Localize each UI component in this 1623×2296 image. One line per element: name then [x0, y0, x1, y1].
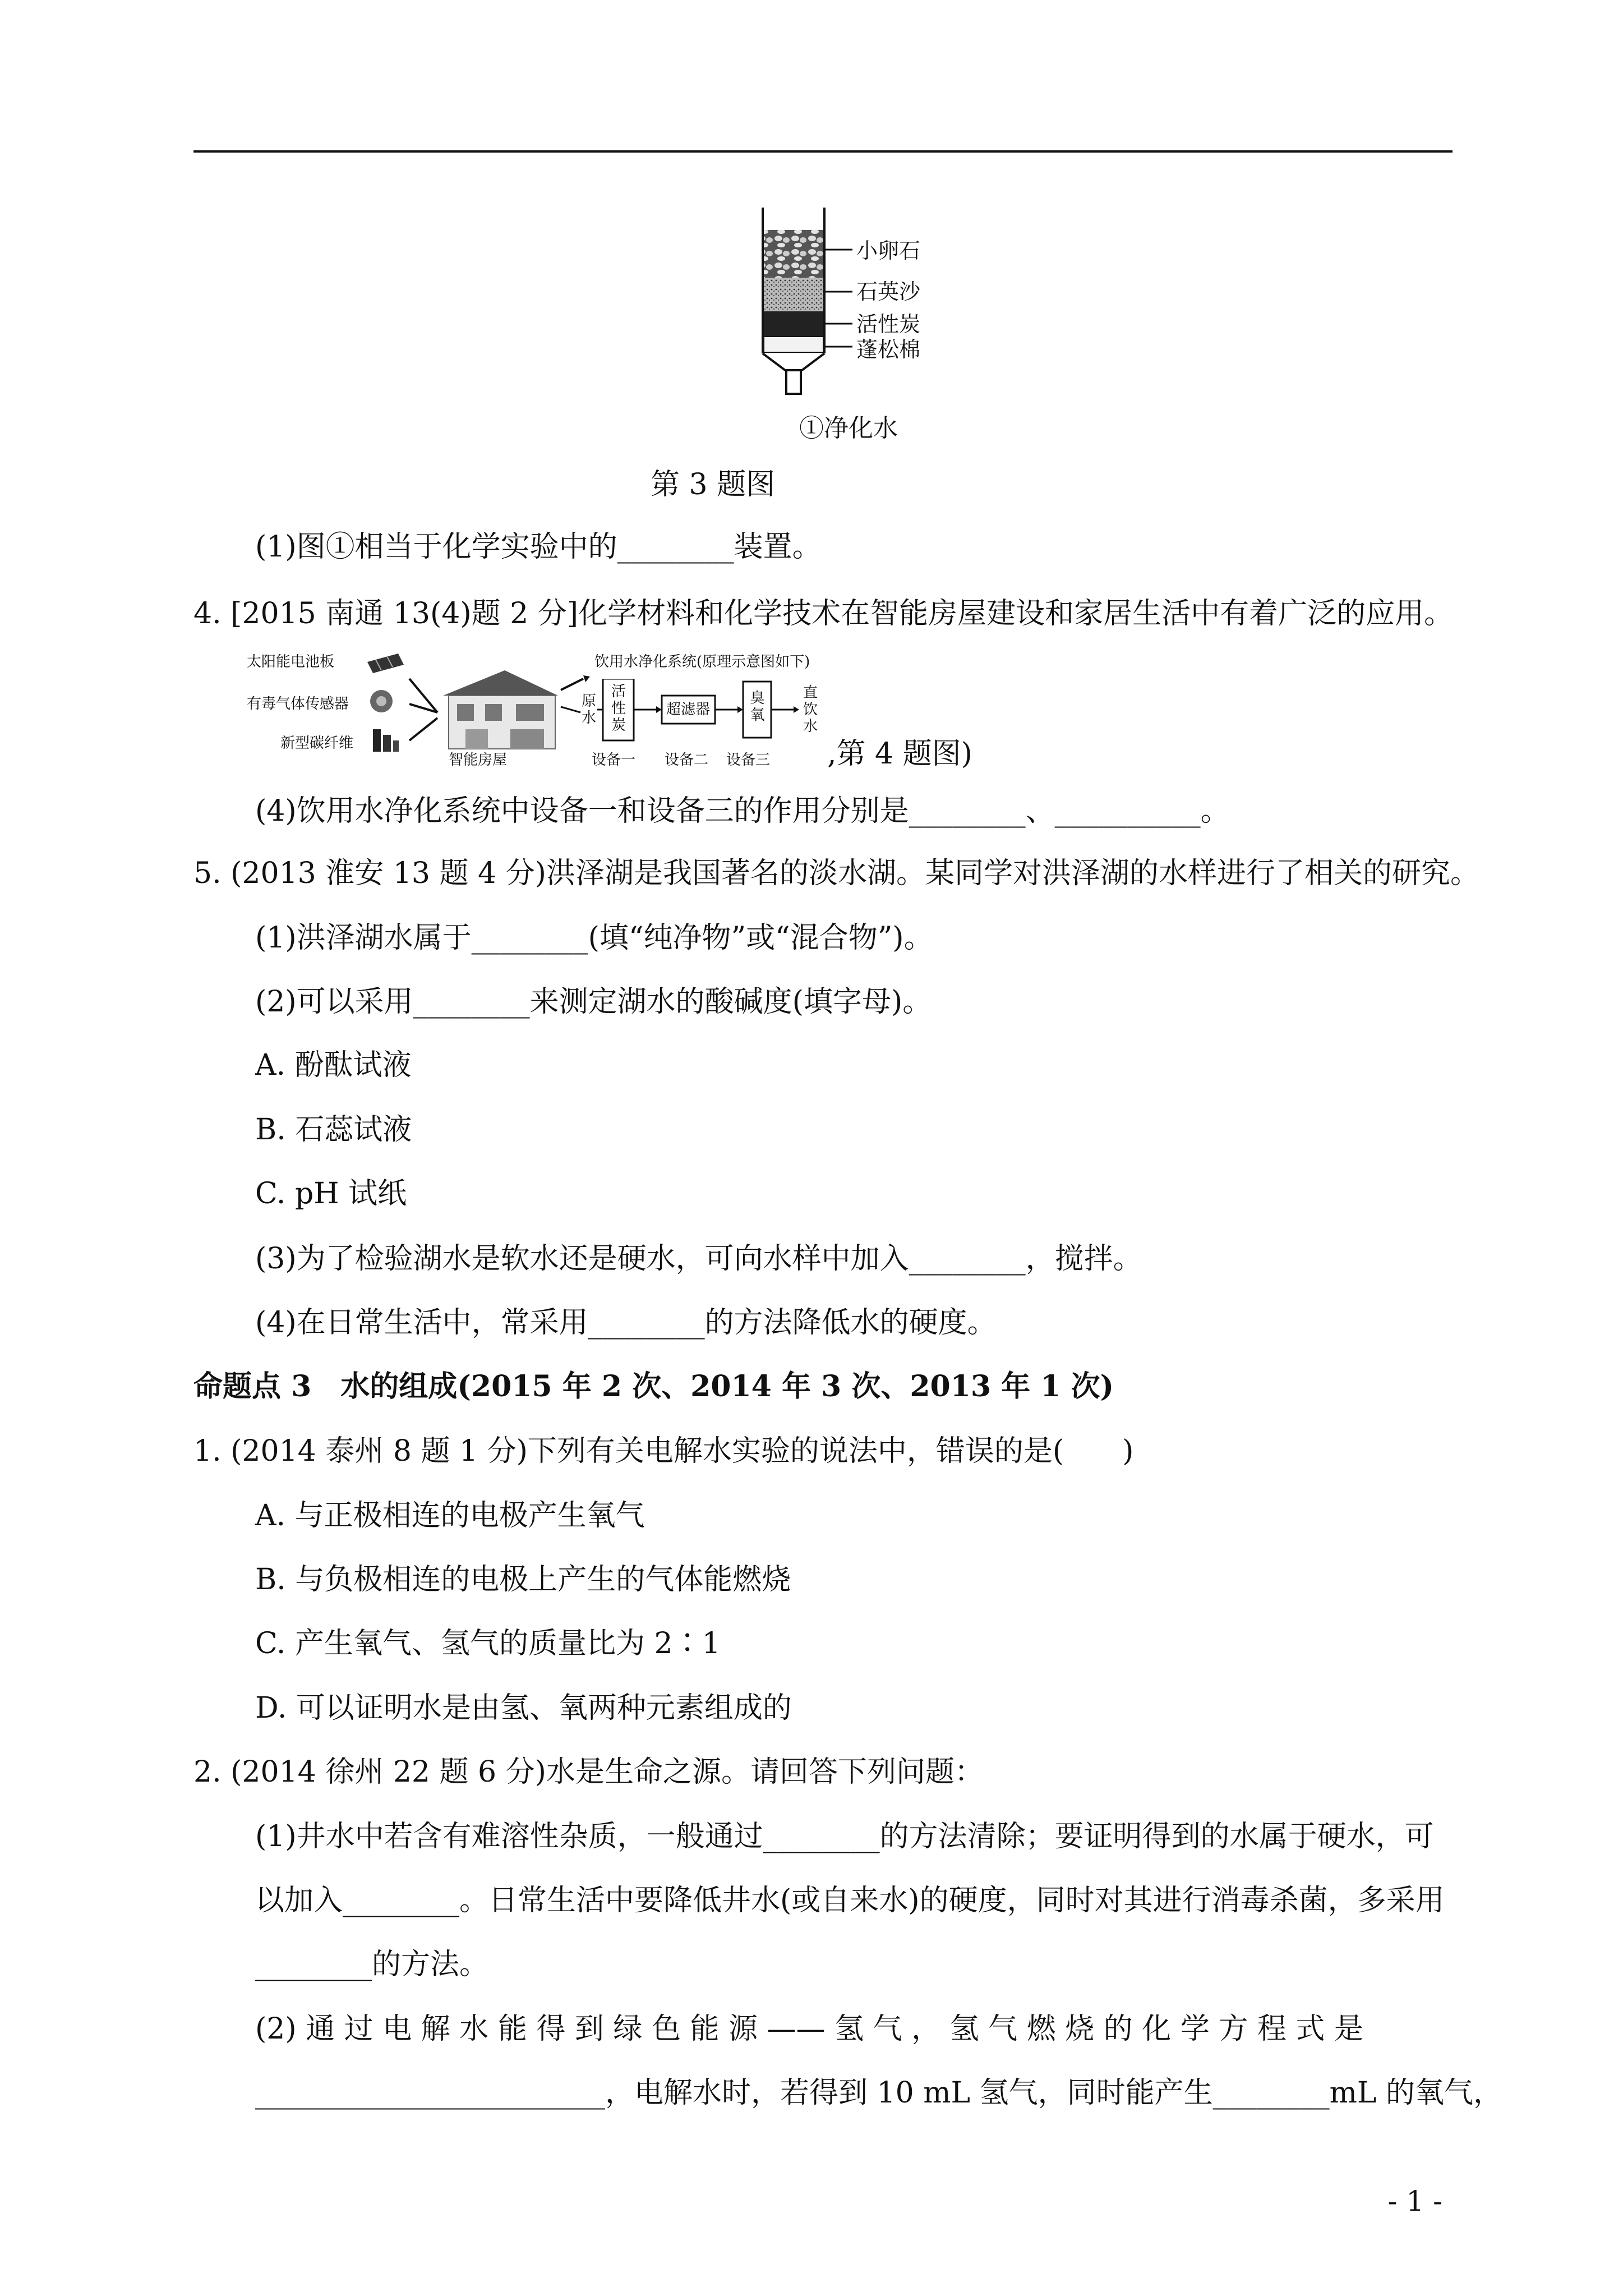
- section-3-question-2-part-1-line-3: ________的方法。: [255, 1948, 489, 1981]
- figure-caption: ①净化水: [799, 414, 898, 443]
- header-rule: [193, 150, 1453, 153]
- solar-panel-icon: [367, 654, 404, 673]
- section-3-question-1-option-a: A. 与正极相连的电极产生氧气: [255, 1499, 645, 1533]
- question-3-part-1: (1)图①相当于化学实验中的________装置。: [255, 530, 822, 564]
- question-5-part-3: (3)为了检验湖水是软水还是硬水，可向水样中加入________，搅拌。: [255, 1242, 1142, 1276]
- device-3-label: 设备三: [726, 752, 771, 769]
- house-caption: 智能房屋: [449, 752, 508, 769]
- box-ozone: 臭氧: [750, 690, 765, 724]
- section-3-question-1-option-d: D. 可以证明水是由氢、氧两种元素组成的: [255, 1691, 792, 1725]
- section-3-question-2-part-1-line-2: 以加入________。日常生活中要降低井水(或自来水)的硬度，同时对其进行消毒杀菌，多采用: [255, 1884, 1445, 1917]
- raw-water-label: 原水: [581, 693, 596, 726]
- section-3-question-1-option-b: B. 与负极相连的电极上产生的气体能燃烧: [255, 1563, 791, 1596]
- section-3-question-1-stem: 1. (2014 泰州 8 题 1 分)下列有关电解水实验的说法中，错误的是( ): [193, 1434, 1134, 1468]
- device-1-label: 设备一: [592, 752, 636, 769]
- section-3-question-2-stem: 2. (2014 徐州 22 题 6 分)水是生命之源。请回答下列问题：: [193, 1755, 984, 1789]
- carbon-fiber-label: 新型碳纤维: [280, 735, 354, 752]
- house-icon: [443, 670, 558, 749]
- question-5-stem: 5. (2013 淮安 13 题 4 分)洪泽湖是我国著名的淡水湖。某同学对洪泽湖的水样进行了相关的研究。: [193, 857, 1479, 890]
- device-2-label: 设备二: [665, 752, 709, 769]
- section-3-question-1-option-c: C. 产生氧气、氢气的质量比为 2∶1: [255, 1627, 721, 1660]
- page-number: - 1 -: [1387, 2185, 1442, 2217]
- box-ultrafilter: 超滤器: [666, 701, 710, 718]
- section-3-question-2-part-2-line-2: ________________________，电解水时，若得到 10 mL 氢气，同时能产生________mL 的氧气，: [255, 2076, 1502, 2110]
- layer-label-cotton: 蓬松棉: [856, 337, 921, 362]
- question-4-stem: 4. [2015 南通 13(4)题 2 分]化学材料和化学技术在智能房屋建设和家居生活中有着广泛的应用。: [193, 597, 1454, 631]
- direct-drinking-water-label: 直饮水: [803, 684, 818, 735]
- figure-title: 第 3 题图: [651, 468, 776, 501]
- layer-label-activated-carbon: 活性炭: [856, 312, 921, 337]
- question-5-part-1: (1)洪泽湖水属于________(填“纯净物”或“混合物”)。: [255, 921, 933, 955]
- filter-column-figure: [757, 208, 993, 404]
- system-title: 饮用水净化系统(原理示意图如下): [594, 654, 810, 670]
- question-5-option-c: C. pH 试纸: [255, 1177, 407, 1211]
- smart-house-figure: [247, 651, 819, 771]
- gas-sensor-label: 有毒气体传感器: [247, 696, 349, 712]
- box-activated-carbon: 活性炭: [611, 683, 626, 734]
- question-5-option-a: A. 酚酞试液: [255, 1048, 412, 1082]
- section-3-question-2-part-2-line-1: (2) 通 过 电 解 水 能 得 到 绿 色 能 源 —— 氢 气 ， 氢 气 燃 烧 的 化 学 方 程 式 是: [255, 2012, 1363, 2046]
- figure-4-title: ,第 4 题图): [827, 737, 972, 771]
- question-5-part-2: (2)可以采用________来测定湖水的酸碱度(填字母)。: [255, 985, 932, 1019]
- layer-label-pebbles: 小卵石: [856, 238, 921, 263]
- carbon-fiber-icon: [373, 729, 399, 752]
- layer-label-quartz-sand: 石英沙: [856, 279, 921, 304]
- section-heading: 命题点 3 水的组成(2015 年 2 次、2014 年 3 次、2013 年 1 次): [193, 1369, 1114, 1404]
- question-5-option-b: B. 石蕊试液: [255, 1113, 412, 1147]
- gas-sensor-icon: [370, 690, 393, 712]
- question-4-part-4: (4)饮用水净化系统中设备一和设备三的作用分别是________、__________。: [255, 794, 1230, 828]
- solar-panel-label: 太阳能电池板: [247, 654, 335, 670]
- section-3-question-2-part-1-line-1: (1)井水中若含有难溶性杂质，一般通过________的方法清除；要证明得到的水属于硬水，可: [255, 1820, 1434, 1853]
- question-5-part-4: (4)在日常生活中，常采用________的方法降低水的硬度。: [255, 1306, 997, 1340]
